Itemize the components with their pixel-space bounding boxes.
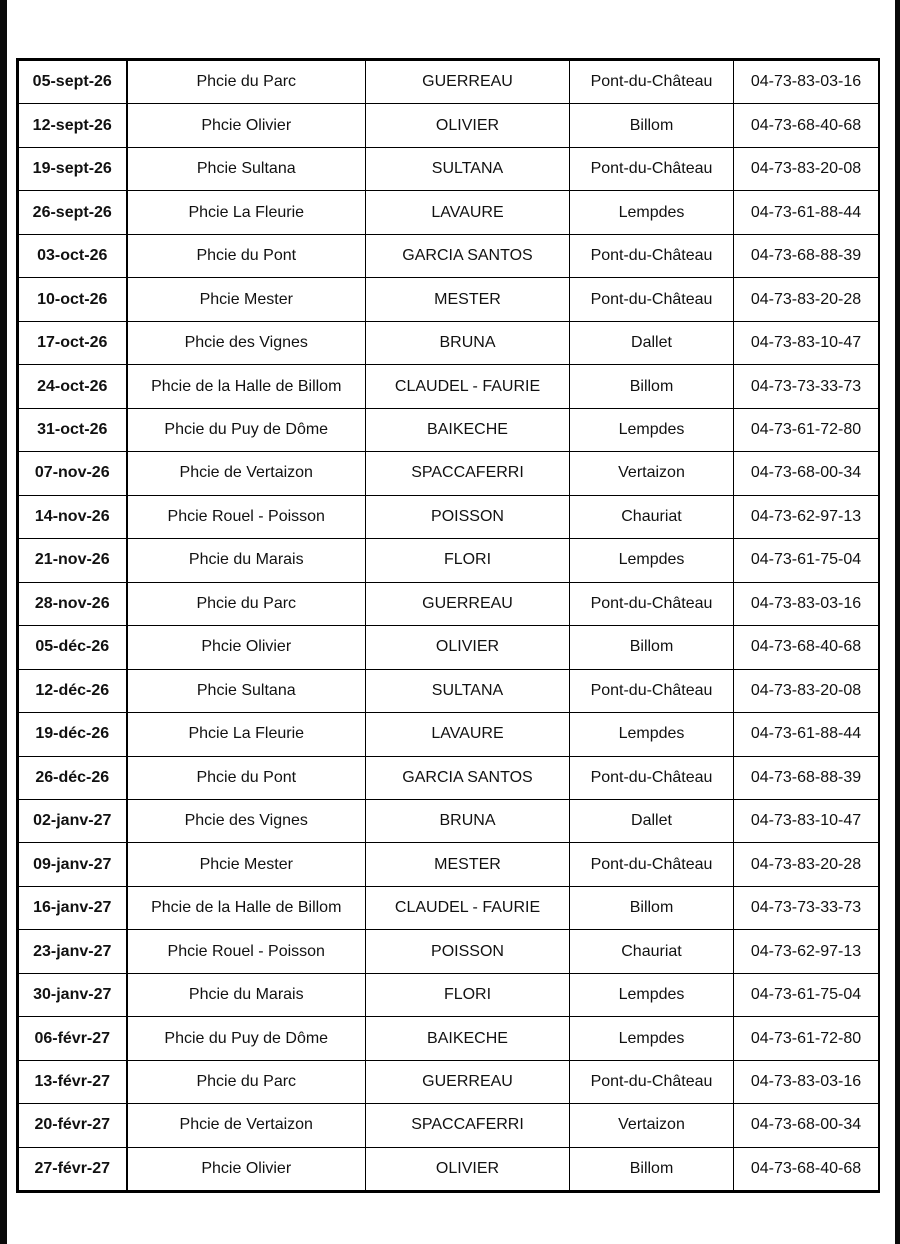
city-cell: Lempdes	[570, 1017, 734, 1060]
pharmacy-name-cell: Phcie du Pont	[127, 756, 366, 799]
pharmacist-cell: POISSON	[366, 930, 570, 973]
pharmacy-name-cell: Phcie des Vignes	[127, 799, 366, 842]
table-row	[19, 452, 879, 495]
duty-date-cell: 12-sept-26	[19, 104, 127, 147]
phone-cell: 04-73-73-33-73	[734, 365, 879, 408]
duty-date-cell: 19-déc-26	[19, 713, 127, 756]
city-cell: Vertaizon	[570, 1104, 734, 1147]
city-cell: Pont-du-Château	[570, 147, 734, 190]
pharmacy-name-cell: Phcie Rouel - Poisson	[127, 495, 366, 538]
duty-date-cell: 19-sept-26	[19, 147, 127, 190]
pharmacy-name-cell: Phcie Olivier	[127, 104, 366, 147]
table-row	[19, 1147, 879, 1190]
duty-date-cell: 07-nov-26	[19, 452, 127, 495]
duty-date-cell: 26-déc-26	[19, 756, 127, 799]
city-cell: Dallet	[570, 799, 734, 842]
pharmacy-name-cell: Phcie Mester	[127, 843, 366, 886]
pharmacy-name-cell: Phcie des Vignes	[127, 321, 366, 364]
table-row	[19, 756, 879, 799]
table-row	[19, 321, 879, 364]
pharmacist-cell: GUERREAU	[366, 1060, 570, 1103]
pharmacist-cell: SPACCAFERRI	[366, 452, 570, 495]
city-cell: Chauriat	[570, 930, 734, 973]
pharmacist-cell: OLIVIER	[366, 1147, 570, 1190]
phone-cell: 04-73-83-20-28	[734, 278, 879, 321]
duty-date-cell: 26-sept-26	[19, 191, 127, 234]
city-cell: Pont-du-Château	[570, 843, 734, 886]
table-row	[19, 1060, 879, 1103]
left-edge-bar	[0, 0, 7, 1244]
duty-date-cell: 06-févr-27	[19, 1017, 127, 1060]
table-row	[19, 669, 879, 712]
phone-cell: 04-73-83-10-47	[734, 321, 879, 364]
schedule-table-body	[19, 61, 879, 1191]
city-cell: Lempdes	[570, 191, 734, 234]
city-cell: Pont-du-Château	[570, 582, 734, 625]
city-cell: Pont-du-Château	[570, 669, 734, 712]
phone-cell: 04-73-68-00-34	[734, 1104, 879, 1147]
pharmacist-cell: CLAUDEL - FAURIE	[366, 365, 570, 408]
pharmacist-cell: GARCIA SANTOS	[366, 234, 570, 277]
pharmacist-cell: GARCIA SANTOS	[366, 756, 570, 799]
table-row	[19, 365, 879, 408]
duty-date-cell: 14-nov-26	[19, 495, 127, 538]
city-cell: Lempdes	[570, 713, 734, 756]
pharmacy-name-cell: Phcie Olivier	[127, 1147, 366, 1190]
pharmacy-name-cell: Phcie du Puy de Dôme	[127, 1017, 366, 1060]
pharmacist-cell: BRUNA	[366, 799, 570, 842]
pharmacist-cell: OLIVIER	[366, 104, 570, 147]
schedule-table	[18, 60, 879, 1191]
pharmacist-cell: LAVAURE	[366, 191, 570, 234]
pharmacist-cell: SULTANA	[366, 669, 570, 712]
phone-cell: 04-73-61-88-44	[734, 713, 879, 756]
pharmacy-name-cell: Phcie du Parc	[127, 582, 366, 625]
table-row	[19, 1017, 879, 1060]
pharmacist-cell: SULTANA	[366, 147, 570, 190]
pharmacy-duty-schedule	[16, 58, 880, 1193]
pharmacy-name-cell: Phcie Mester	[127, 278, 366, 321]
phone-cell: 04-73-62-97-13	[734, 495, 879, 538]
pharmacist-cell: LAVAURE	[366, 713, 570, 756]
table-row	[19, 843, 879, 886]
duty-date-cell: 05-déc-26	[19, 626, 127, 669]
phone-cell: 04-73-83-20-08	[734, 147, 879, 190]
city-cell: Chauriat	[570, 495, 734, 538]
pharmacy-name-cell: Phcie de la Halle de Billom	[127, 886, 366, 929]
duty-date-cell: 21-nov-26	[19, 539, 127, 582]
phone-cell: 04-73-68-88-39	[734, 756, 879, 799]
duty-date-cell: 10-oct-26	[19, 278, 127, 321]
pharmacy-name-cell: Phcie La Fleurie	[127, 191, 366, 234]
duty-date-cell: 02-janv-27	[19, 799, 127, 842]
pharmacist-cell: OLIVIER	[366, 626, 570, 669]
duty-date-cell: 27-févr-27	[19, 1147, 127, 1190]
city-cell: Billom	[570, 104, 734, 147]
pharmacist-cell: BAIKECHE	[366, 408, 570, 451]
phone-cell: 04-73-61-72-80	[734, 408, 879, 451]
right-edge-bar	[895, 0, 900, 1244]
pharmacist-cell: CLAUDEL - FAURIE	[366, 886, 570, 929]
duty-date-cell: 31-oct-26	[19, 408, 127, 451]
phone-cell: 04-73-61-75-04	[734, 973, 879, 1016]
duty-date-cell: 13-févr-27	[19, 1060, 127, 1103]
city-cell: Dallet	[570, 321, 734, 364]
phone-cell: 04-73-62-97-13	[734, 930, 879, 973]
city-cell: Pont-du-Château	[570, 61, 734, 104]
duty-date-cell: 12-déc-26	[19, 669, 127, 712]
table-row	[19, 582, 879, 625]
phone-cell: 04-73-61-75-04	[734, 539, 879, 582]
duty-date-cell: 16-janv-27	[19, 886, 127, 929]
pharmacist-cell: MESTER	[366, 278, 570, 321]
table-row	[19, 278, 879, 321]
city-cell: Billom	[570, 886, 734, 929]
city-cell: Pont-du-Château	[570, 234, 734, 277]
duty-date-cell: 03-oct-26	[19, 234, 127, 277]
pharmacist-cell: FLORI	[366, 973, 570, 1016]
phone-cell: 04-73-83-20-08	[734, 669, 879, 712]
phone-cell: 04-73-68-40-68	[734, 626, 879, 669]
pharmacy-name-cell: Phcie La Fleurie	[127, 713, 366, 756]
city-cell: Lempdes	[570, 408, 734, 451]
city-cell: Billom	[570, 365, 734, 408]
pharmacist-cell: POISSON	[366, 495, 570, 538]
table-row	[19, 61, 879, 104]
pharmacy-name-cell: Phcie de Vertaizon	[127, 1104, 366, 1147]
pharmacy-name-cell: Phcie du Pont	[127, 234, 366, 277]
city-cell: Pont-du-Château	[570, 756, 734, 799]
pharmacist-cell: BAIKECHE	[366, 1017, 570, 1060]
table-row	[19, 1104, 879, 1147]
city-cell: Pont-du-Château	[570, 1060, 734, 1103]
duty-date-cell: 28-nov-26	[19, 582, 127, 625]
table-row	[19, 626, 879, 669]
pharmacy-name-cell: Phcie du Parc	[127, 61, 366, 104]
table-row	[19, 799, 879, 842]
city-cell: Pont-du-Château	[570, 278, 734, 321]
table-row	[19, 495, 879, 538]
phone-cell: 04-73-61-88-44	[734, 191, 879, 234]
pharmacist-cell: BRUNA	[366, 321, 570, 364]
city-cell: Lempdes	[570, 539, 734, 582]
phone-cell: 04-73-68-40-68	[734, 104, 879, 147]
phone-cell: 04-73-83-03-16	[734, 582, 879, 625]
pharmacist-cell: FLORI	[366, 539, 570, 582]
duty-date-cell: 30-janv-27	[19, 973, 127, 1016]
duty-date-cell: 23-janv-27	[19, 930, 127, 973]
pharmacist-cell: GUERREAU	[366, 61, 570, 104]
duty-date-cell: 17-oct-26	[19, 321, 127, 364]
duty-date-cell: 05-sept-26	[19, 61, 127, 104]
phone-cell: 04-73-83-03-16	[734, 1060, 879, 1103]
duty-date-cell: 20-févr-27	[19, 1104, 127, 1147]
table-row	[19, 539, 879, 582]
table-row	[19, 191, 879, 234]
pharmacy-name-cell: Phcie Sultana	[127, 147, 366, 190]
table-row	[19, 930, 879, 973]
table-row	[19, 408, 879, 451]
duty-date-cell: 24-oct-26	[19, 365, 127, 408]
phone-cell: 04-73-68-40-68	[734, 1147, 879, 1190]
table-row	[19, 713, 879, 756]
city-cell: Billom	[570, 626, 734, 669]
pharmacy-name-cell: Phcie du Parc	[127, 1060, 366, 1103]
table-row	[19, 234, 879, 277]
phone-cell: 04-73-61-72-80	[734, 1017, 879, 1060]
pharmacy-name-cell: Phcie de la Halle de Billom	[127, 365, 366, 408]
phone-cell: 04-73-68-00-34	[734, 452, 879, 495]
pharmacy-name-cell: Phcie Rouel - Poisson	[127, 930, 366, 973]
pharmacist-cell: GUERREAU	[366, 582, 570, 625]
phone-cell: 04-73-68-88-39	[734, 234, 879, 277]
phone-cell: 04-73-83-03-16	[734, 61, 879, 104]
pharmacy-name-cell: Phcie du Marais	[127, 973, 366, 1016]
pharmacy-name-cell: Phcie Olivier	[127, 626, 366, 669]
table-row	[19, 886, 879, 929]
phone-cell: 04-73-73-33-73	[734, 886, 879, 929]
pharmacy-name-cell: Phcie de Vertaizon	[127, 452, 366, 495]
table-row	[19, 104, 879, 147]
pharmacist-cell: MESTER	[366, 843, 570, 886]
duty-date-cell: 09-janv-27	[19, 843, 127, 886]
pharmacy-name-cell: Phcie Sultana	[127, 669, 366, 712]
phone-cell: 04-73-83-10-47	[734, 799, 879, 842]
table-row	[19, 147, 879, 190]
city-cell: Lempdes	[570, 973, 734, 1016]
city-cell: Billom	[570, 1147, 734, 1190]
pharmacy-name-cell: Phcie du Puy de Dôme	[127, 408, 366, 451]
table-row	[19, 973, 879, 1016]
pharmacy-name-cell: Phcie du Marais	[127, 539, 366, 582]
city-cell: Vertaizon	[570, 452, 734, 495]
pharmacist-cell: SPACCAFERRI	[366, 1104, 570, 1147]
phone-cell: 04-73-83-20-28	[734, 843, 879, 886]
